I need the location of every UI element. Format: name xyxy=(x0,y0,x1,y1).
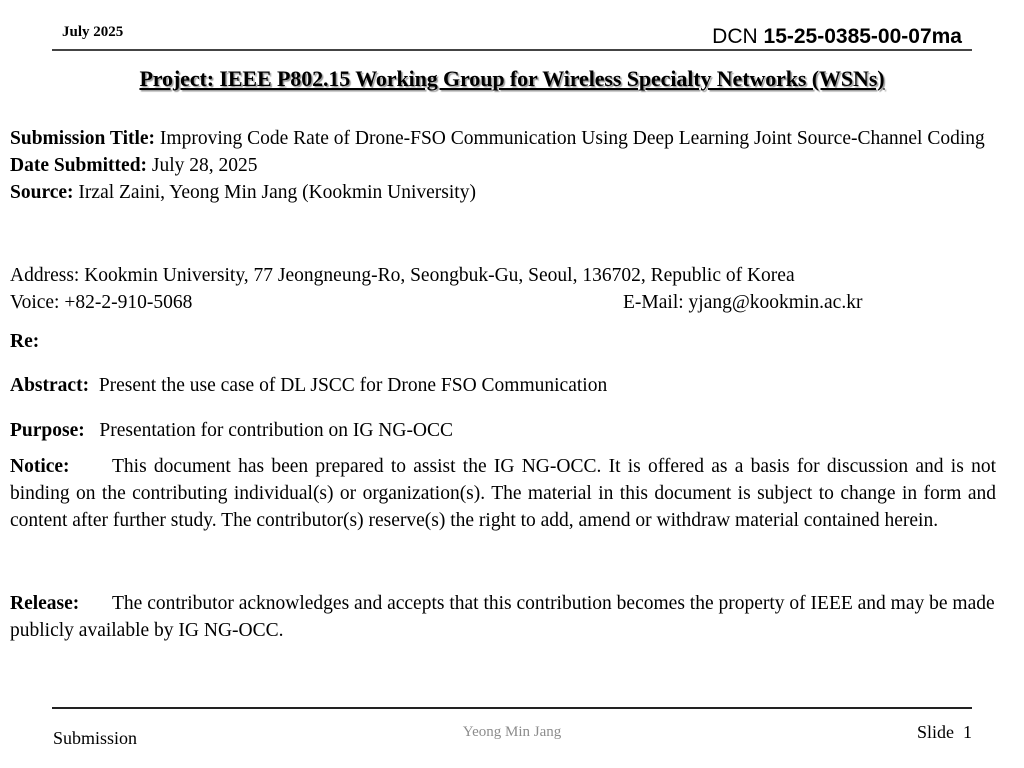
dcn-prefix: DCN xyxy=(712,25,764,48)
release-label: Release: xyxy=(10,593,80,614)
source-value: Irzal Zaini, Yeong Min Jang (Kookmin University) xyxy=(73,182,476,203)
notice-text: This document has been prepared to assist the IG NG-OCC. It is offered as a basis for discussion and is not binding on the contributing individual(s) or organization(s). The material in this document is subject to change in form and content after further study. The contributor(s) reserve(s) the right to add, amend or withdraw material contained herein. xyxy=(10,456,996,531)
footer-divider xyxy=(52,707,972,709)
date-submitted-value: July 28, 2025 xyxy=(147,155,258,176)
footer-author: Yeong Min Jang xyxy=(462,724,562,740)
submission-info xyxy=(10,125,996,206)
re-label: Re: xyxy=(10,331,40,352)
purpose-label: Purpose: xyxy=(10,420,85,441)
footer-submission: Submission xyxy=(53,728,138,748)
slide-number xyxy=(917,722,972,743)
purpose-text: Presentation for contribution on IG NG-OCC xyxy=(99,420,454,441)
address: Address: Kookmin University, 77 Jeongneung-Ro, Seongbuk-Gu, Seoul, 136702, Republic of Korea xyxy=(10,265,795,286)
submission-title xyxy=(10,125,996,152)
slide-label: Slide xyxy=(916,722,954,742)
project-title: Project: IEEE P802.15 Working Group for Wireless Specialty Networks (WSNs) xyxy=(139,66,885,91)
header-date: July 2025 xyxy=(62,24,124,40)
source-label: Source: xyxy=(10,182,74,203)
abstract-text: Present the use case of DL JSCC for Drone FSO Communication xyxy=(98,375,608,396)
dcn-number: 15-25-0385-00-07ma xyxy=(763,25,962,48)
document-control-number xyxy=(712,25,962,49)
submission-title-label: Submission Title: xyxy=(10,128,156,149)
slide-number-value: 1 xyxy=(963,722,972,742)
abstract xyxy=(10,372,996,399)
release-text: The contributor acknowledges and accepts that this contribution becomes the property of IEEE and may be made publicly available by IG NG-OCC. xyxy=(10,593,995,641)
submission-title-value: Improving Code Rate of Drone-FSO Communication Using Deep Learning Joint Source-Channel Coding xyxy=(155,128,985,149)
voice: Voice: +82-2-910-5068 xyxy=(10,292,193,313)
abstract-label: Abstract: xyxy=(10,375,90,396)
source xyxy=(10,179,996,206)
contact-info xyxy=(10,262,996,316)
notice xyxy=(10,453,996,534)
date-submitted-label: Date Submitted: xyxy=(10,155,148,176)
email: E-Mail: yjang@kookmin.ac.kr xyxy=(623,292,863,313)
re-field xyxy=(10,328,996,355)
header-divider xyxy=(52,49,972,51)
release xyxy=(10,590,996,644)
notice-label: Notice: xyxy=(10,456,70,477)
purpose xyxy=(10,417,996,444)
date-submitted xyxy=(10,152,996,179)
